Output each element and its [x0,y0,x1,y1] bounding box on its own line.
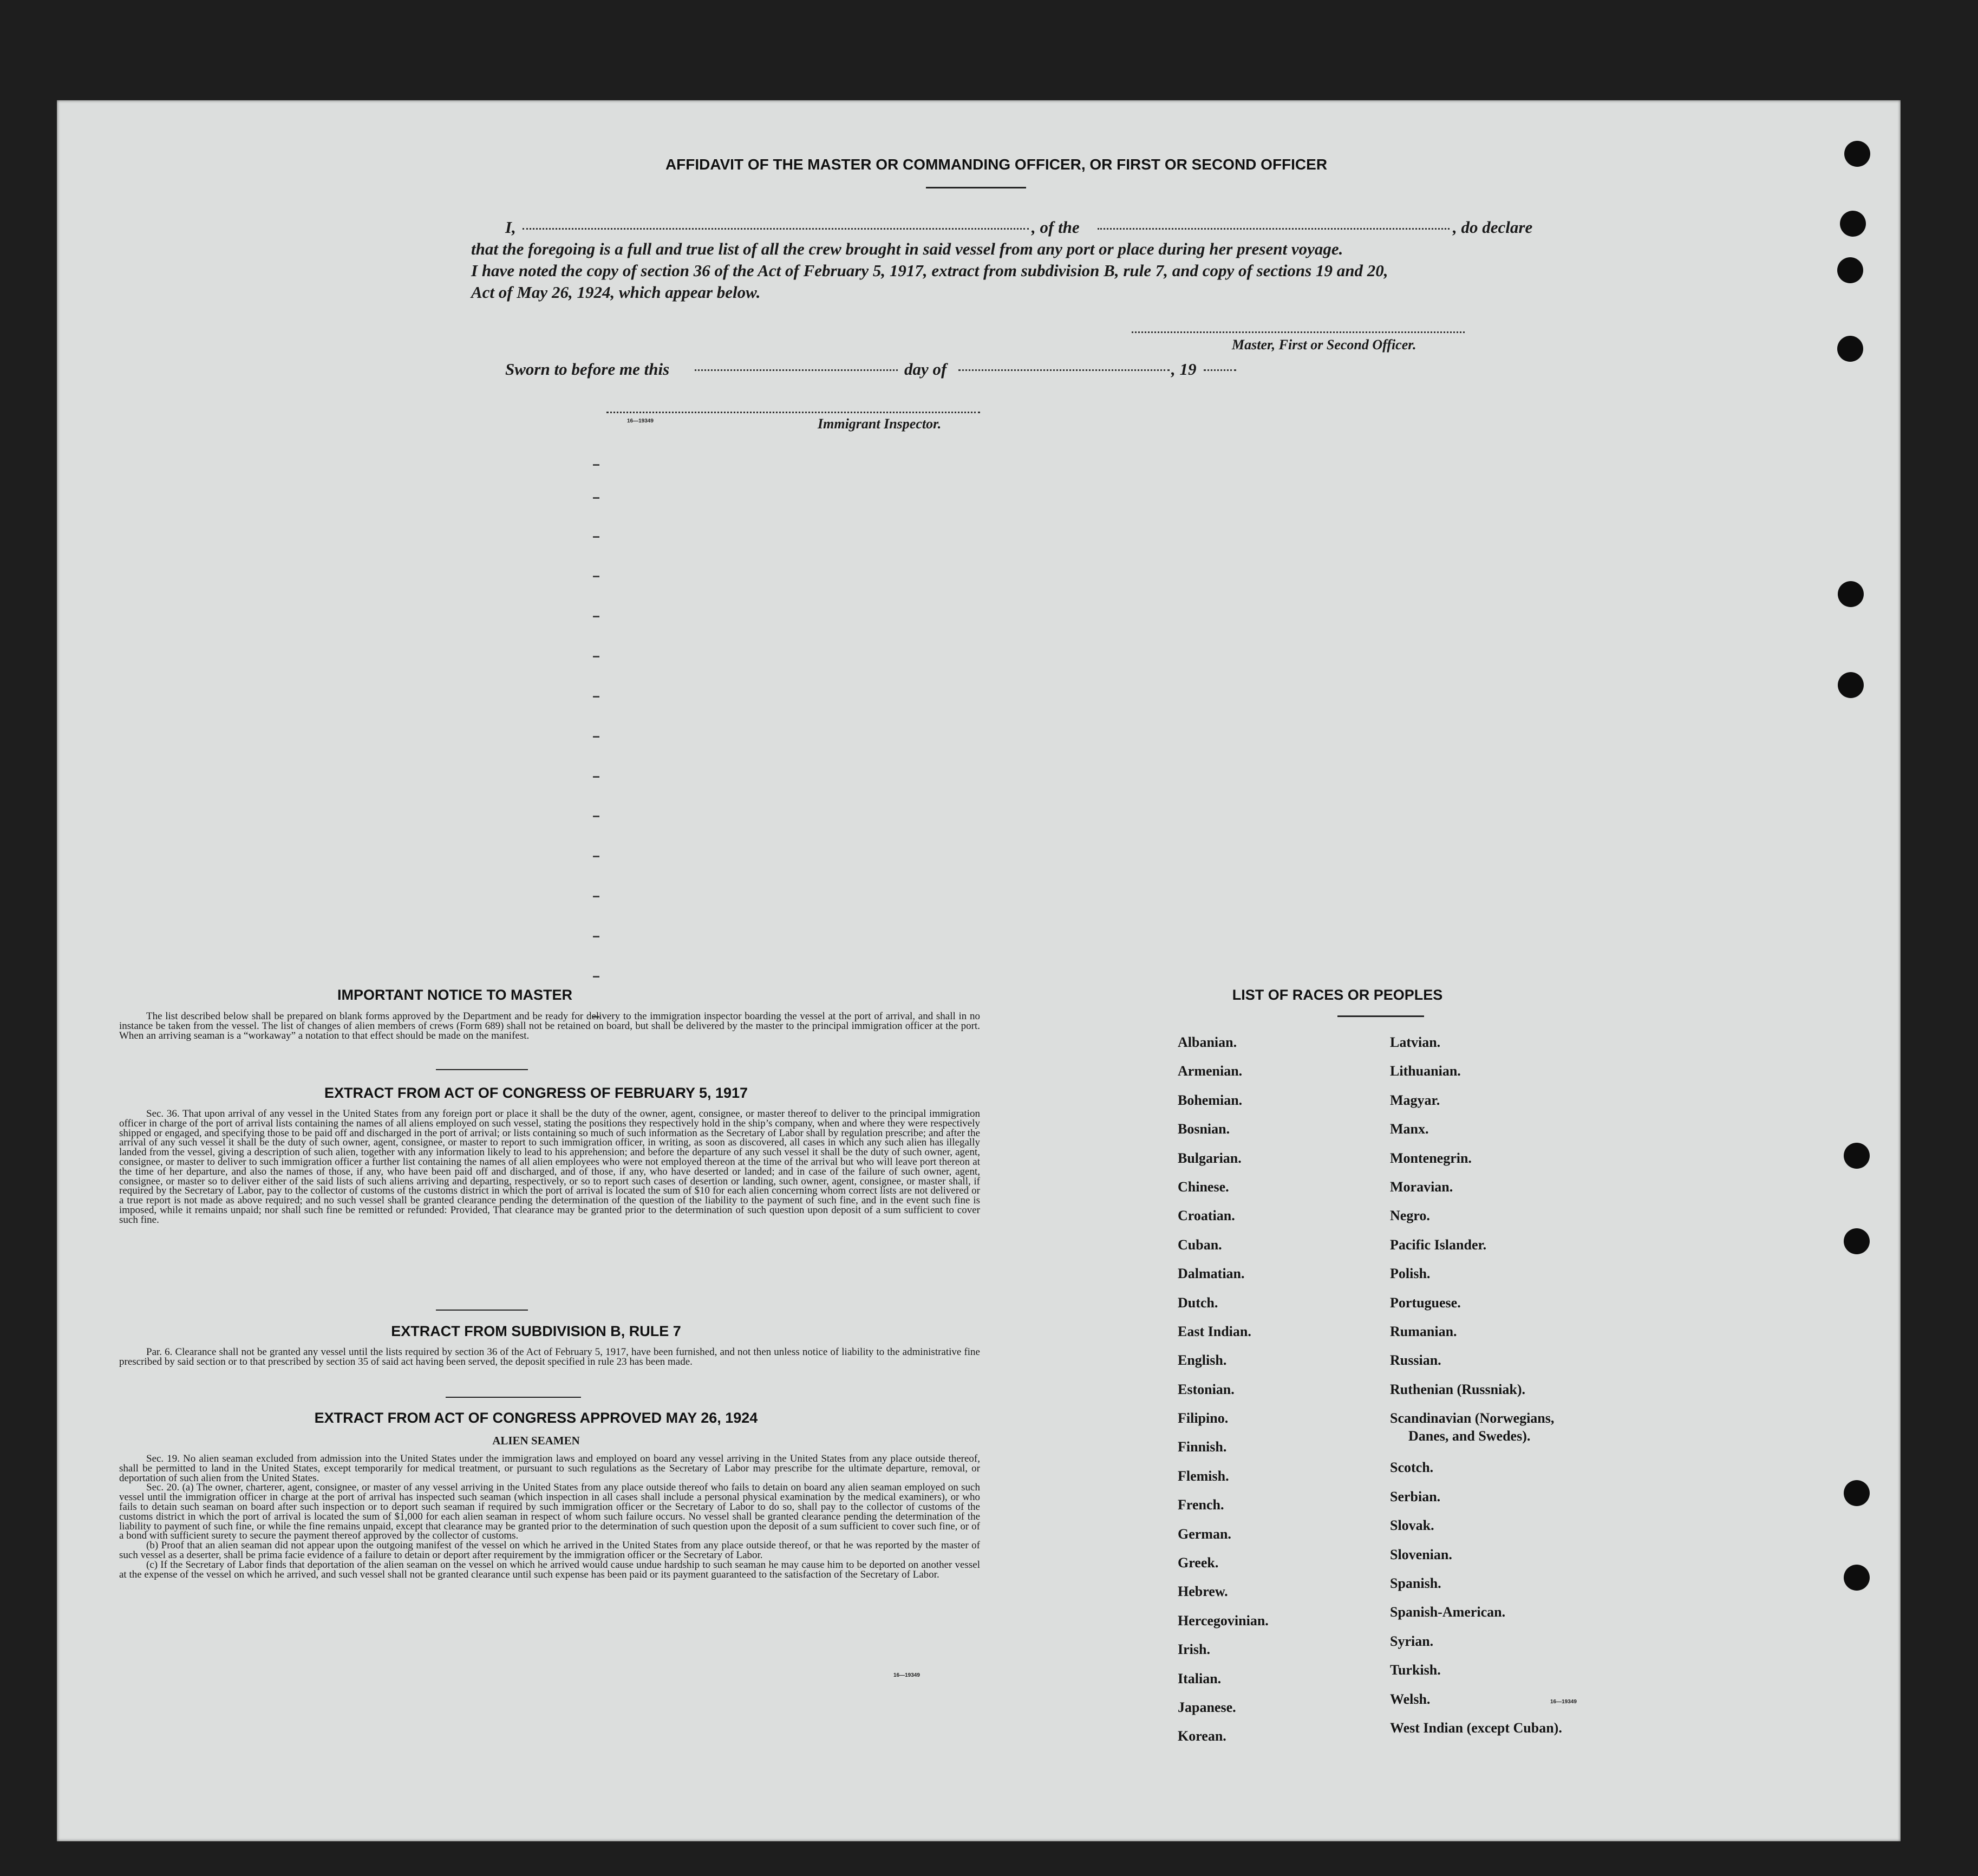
race-item: French. [1178,1497,1224,1513]
race-item: Flemish. [1178,1468,1229,1484]
notice-title: IMPORTANT NOTICE TO MASTER [337,987,572,1003]
binder-hole [1844,1480,1870,1506]
race-item: Spanish. [1390,1575,1441,1592]
year-prefix: , 19 [1171,360,1197,379]
alien-seamen-subtitle: ALIEN SEAMEN [492,1434,580,1447]
binder-hole [1844,1143,1870,1169]
par-6-paragraph: Par. 6. Clearance shall not be granted any vessel until the lists required by section 36 of the Act of February 5, 1917, have been furnished, and not then unless notice of liability to the administrative fine prescribed by said section or to that prescribed by section 35 of said act having been served, the deposit specified in rule 23 has been made. [119,1346,980,1367]
sworn-month-blank[interactable] [958,369,1170,371]
race-item: Russian. [1390,1352,1441,1369]
extract-1924-title: EXTRACT FROM ACT OF CONGRESS APPROVED MAY 26, 1924 [314,1410,758,1426]
race-item: East Indian. [1178,1323,1251,1339]
race-item: Slovenian. [1390,1546,1452,1562]
margin-tick [593,776,599,778]
section-rule [436,1069,528,1070]
form-number-extract: 16—19349 [893,1672,920,1678]
margin-tick [593,576,599,577]
race-item: Armenian. [1178,1063,1243,1079]
subdivision-b-text [119,1347,980,1367]
race-item: West Indian (except Cuban). [1390,1719,1562,1736]
margin-tick [593,736,599,738]
race-item: Magyar. [1390,1092,1440,1108]
margin-tick [593,464,599,466]
race-item: Italian. [1178,1670,1222,1686]
margin-tick [593,696,599,698]
extract-1924-text [119,1454,980,1579]
race-item: Manx. [1390,1121,1429,1137]
margin-tick [593,616,599,617]
race-item: Latvian. [1390,1034,1441,1050]
extract-1917-title: EXTRACT FROM ACT OF CONGRESS OF FEBRUARY 5, 1917 [324,1085,748,1101]
section-rule [446,1397,581,1398]
race-item: Dalmatian. [1178,1266,1245,1282]
margin-tick [593,536,599,538]
sec-19-paragraph: Sec. 19. No alien seaman excluded from admission into the United States under the immigration laws and employed on board any vessel arriving in the United States from any place outside thereof, shall be permitted to land in the United States, except temporarily for medical treatment, or pursuant to such regulations as the Secretary of Labor may prescribe for the ultimate departure, removal, or deportation of such alien from the United States. [119,1453,980,1484]
affidavit-line4: Act of May 26, 1924, which appear below. [471,283,761,302]
form-number-races: 16—19349 [1550,1699,1577,1705]
master-signature-line[interactable] [1132,331,1465,333]
section-rule [436,1310,528,1311]
day-of-label: day of [904,360,947,379]
affidavit-line2: that the foregoing is a full and true list of all the crew brought in said vessel from any port or place during her present voyage. [471,239,1343,258]
race-item: Slovak. [1390,1517,1434,1534]
race-item: Welsh. [1390,1691,1431,1707]
race-item: Dutch. [1178,1294,1218,1311]
race-item: Montenegrin. [1390,1150,1472,1166]
affidavit-title: AFFIDAVIT OF THE MASTER OR COMMANDING OFFICER, OR FIRST OR SECOND OFFICER [665,156,1328,173]
race-item: Greek. [1178,1555,1219,1571]
race-item: Scotch. [1390,1460,1434,1476]
inspector-signature-line[interactable] [606,412,980,413]
notice-text [119,1012,980,1040]
race-item: Croatian. [1178,1208,1235,1224]
of-the-label: , of the [1032,218,1080,237]
race-item: Pacific Islander. [1390,1236,1487,1253]
race-item: Moravian. [1390,1178,1453,1195]
race-item: Negro. [1390,1208,1430,1224]
affidavit-line1-i: I, [505,218,516,237]
title-rule [926,187,1026,188]
name-blank[interactable] [523,228,1029,230]
subdivision-b-title: EXTRACT FROM SUBDIVISION B, RULE 7 [391,1323,681,1339]
master-signature-label: Master, First or Second Officer. [1232,337,1416,353]
race-item: English. [1178,1352,1227,1369]
binder-hole [1840,211,1866,237]
race-item: Ruthenian (Russniak). [1390,1381,1525,1397]
races-title: LIST OF RACES OR PEOPLES [1232,987,1443,1003]
extract-1917-text [119,1109,980,1225]
binder-hole [1837,336,1863,362]
race-item: Lithuanian. [1390,1063,1461,1079]
binder-hole [1844,1565,1870,1591]
affidavit-line3: I have noted the copy of section 36 of the Act of February 5, 1917, extract from subdivision B, rule 7, and copy of sections 19 and 20, [471,261,1388,280]
do-declare-label: , do declare [1453,218,1533,237]
margin-tick [593,497,599,499]
margin-tick [593,976,599,978]
race-item: Turkish. [1390,1662,1441,1678]
vessel-blank[interactable] [1098,228,1450,230]
binder-hole [1837,257,1863,283]
binder-hole [1838,581,1864,607]
race-item: Rumanian. [1390,1323,1457,1339]
sec-20a-paragraph: Sec. 20. (a) The owner, charterer, agent, consignee, or master of any vessel arriving in the United States from any place outside thereof who fails to detain on board any alien seaman employed on such vessel until the immigration officer in charge at the port of arrival has inspected such seaman (which inspection in all cases shall include a personal physical examination by the medical examiners), or who fails to detain such seaman on board after such inspection or to deport such seaman if required by such immigration officer or the Secretary of Labor to do so, shall pay to the collector of customs of the customs district in which the port of arrival is located the sum of $1,000 for each alien seaman in respect of whom such failure occurs. No vessel shall be granted clearance pending the determination of the liability to payment of such fine, or while the fine remains unpaid, except that clearance may be granted prior to the determination of such question upon the deposit of a sum sufficient to cover such fine, or of a bond with sufficient surety to secure the payment thereof approved by the collector of customs. [119,1482,980,1542]
margin-tick [593,936,599,937]
sworn-label: Sworn to before me this [505,360,670,379]
race-item: Japanese. [1178,1699,1236,1715]
margin-tick [593,816,599,817]
sec-36-paragraph: Sec. 36. That upon arrival of any vessel in the United States from any foreign port or place it shall be the duty of the owner, agent, consignee, or master thereof to deliver to the principal immigration officer in charge of the port of arrival lists containing the names of all aliens employed on such vessel, stating the positions they respectively hold in the ship’s company, when and where they were respectively shipped or engaged, and specifying those to be paid off and discharged in the port of arrival; or lists containing so much of such information as the Secretary of Labor shall by regulation prescribe; and after the arrival of any such vessel it shall be the duty of such owner, agent, consignee, or master to report to such immigration officer, in writing, as soon as discovered, all cases in which any such alien has illegally landed from the vessel, giving a description of such alien, together with any information likely to lead to his apprehension; and before the departure of any such vessel it shall be the duty of such owner, agent, consignee, or master to deliver to such immigration officer a further list containing the names of all alien employees who were not employed thereon at the time of the arrival but who will leave port thereon at the time of her departure, and also the names of those, if any, who have been paid off and discharged, and of those, if any, who have deserted or landed; and in case of the failure of such owner, agent, consignee, or master so to deliver either of the said lists of such aliens arriving and departing, respectively, or so to report such cases of desertion or landing, such owner, agent, consignee, or master shall, if required by the Secretary of Labor, pay to the collector of customs of the customs district in which the port of arrival is located the sum of $10 for each alien concerning whom correct lists are not delivered or a true report is not made as above required; and no such vessel shall be granted clearance pending the determination of the question of the liability to the payment of such fine, and in the event such fine is imposed, while it remains unpaid; nor shall such fine be remitted or refunded: Provided, That clearance may be granted prior to the determination of such question upon deposit of a sum sufficient to cover such fine. [119,1108,980,1226]
race-item: Bosnian. [1178,1121,1230,1137]
races-right-column [1390,1034,1562,1749]
race-item: Korean. [1178,1728,1226,1744]
form-number-affidavit: 16—19349 [627,418,654,424]
races-left-column [1178,1034,1269,1757]
race-item: German. [1178,1526,1231,1542]
race-item: Syrian. [1390,1633,1434,1649]
race-item: Danes, and Swedes). [1408,1428,1531,1444]
notice-paragraph: The list described below shall be prepared on blank forms approved by the Department and be ready for delivery to the immigration inspector boarding the vessel at the port of arrival, and shall in no instance be taken from the vessel. The list of changes of alien members of crews (Form 689) shall not be retained on board, but shall be delivered by the master to the principal immigration officer at the port. When an arriving seaman is a “workaway” a notation to that effect should be made on the manifest. [119,1011,980,1041]
race-item: Estonian. [1178,1381,1235,1397]
race-item: Hercegovinian. [1178,1612,1269,1629]
year-blank[interactable] [1204,369,1236,371]
margin-tick [593,856,599,857]
race-item: Chinese. [1178,1178,1229,1195]
sworn-day-blank[interactable] [695,369,898,371]
sec-20b-paragraph: (b) Proof that an alien seaman did not appear upon the outgoing manifest of the vessel on which he arrived in the United States from any place outside thereof, or that he was reported by the master of such vessel as a deserter, shall be prima facie evidence of a failure to detain or deport after requirement by the immigration officer or the Secretary of Labor. [119,1540,980,1561]
race-item: Portuguese. [1390,1294,1461,1311]
binder-hole [1838,672,1864,698]
race-item: Bohemian. [1178,1092,1243,1108]
race-item: Polish. [1390,1266,1431,1282]
race-item: Cuban. [1178,1236,1222,1253]
race-item: Finnish. [1178,1439,1227,1455]
race-item: Scandinavian (Norwegians, [1390,1410,1555,1426]
race-item: Irish. [1178,1642,1210,1658]
margin-tick [593,656,599,657]
race-item: Serbian. [1390,1488,1441,1504]
race-item: Spanish-American. [1390,1604,1506,1620]
sec-20c-paragraph: (c) If the Secretary of Labor finds that deportation of the alien seaman on the vessel on which he arrived would cause undue hardship to such seaman he may cause him to be deported on another vessel at the expense of the vessel on which he arrived, and such vessel shall not be granted clearance until such expense has been paid or its payment guaranteed to the satisfaction of the Secretary of Labor. [119,1559,980,1580]
race-item: Bulgarian. [1178,1150,1242,1166]
margin-tick [593,896,599,897]
document-page [57,100,1901,1841]
race-item: Albanian. [1178,1034,1237,1050]
binder-hole [1844,1228,1870,1254]
race-item: Hebrew. [1178,1584,1228,1600]
binder-hole [1844,141,1870,167]
races-title-rule [1337,1015,1424,1017]
race-item: Filipino. [1178,1410,1229,1426]
inspector-label: Immigrant Inspector. [818,416,942,432]
